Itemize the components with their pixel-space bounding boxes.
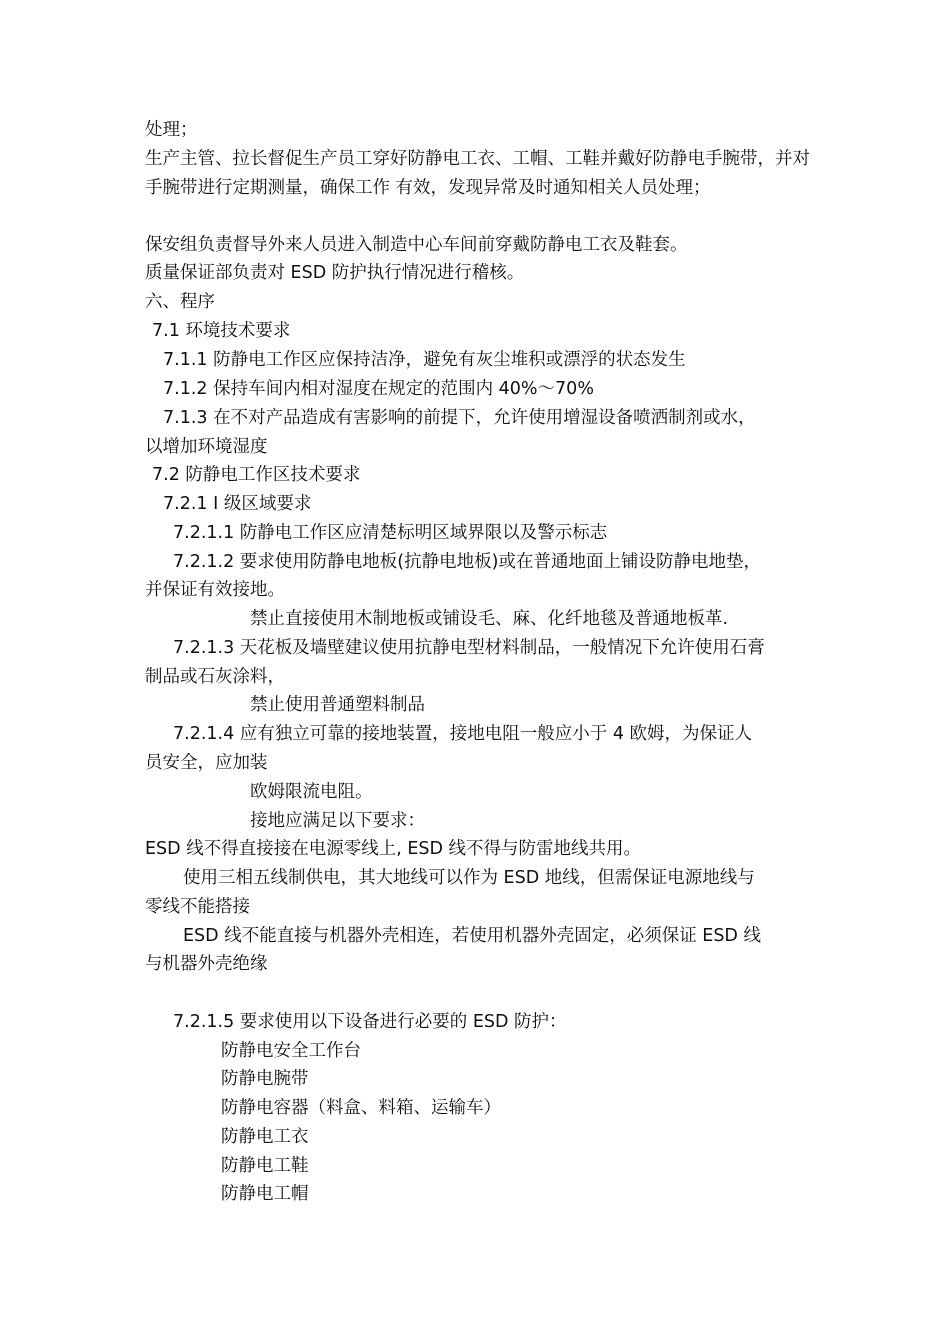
grounding-requirement-1: ESD 线不得直接接在电源零线上, ESD 线不得与防雷地线共用。: [145, 839, 642, 859]
section-heading-procedure: 六、程序: [145, 292, 215, 312]
clause-7-1-1: 7.1.1 防静电工作区应保持洁净，避免有灰尘堆积或漂浮的状态发生: [163, 350, 686, 370]
responsibility-tail: 处理；: [145, 120, 198, 140]
production-supervisor-paragraph: 生产主管、拉长督促生产员工穿好防静电工衣、工帽、工鞋并戴好防静电手腕带，并对手腕带进行定期测量，确保工作 有效，发现异常及时通知相关人员处理；: [145, 149, 810, 199]
quality-paragraph: 质量保证部负责对 ESD 防护执行情况进行稽核。: [145, 263, 525, 283]
equipment-item: 防静电工衣: [221, 1127, 309, 1147]
equipment-item: 防静电腕带: [221, 1069, 309, 1089]
clause-7-2-1-5: 7.2.1.5 要求使用以下设备进行必要的 ESD 防护：: [173, 1012, 567, 1032]
equipment-item: 防静电工鞋: [221, 1156, 309, 1176]
clause-7-2-1-4-line2: 员安全，应加装: [145, 753, 268, 773]
clause-7-2-1-4-line1: 7.2.1.4 应有独立可靠的接地装置，接地电阻一般应小于 4 欧姆，为保证人: [173, 724, 753, 744]
clause-7-2-1-3-line2: 制品或石灰涂料，: [145, 667, 285, 687]
grounding-requirement-2-line1: 使用三相五线制供电，其大地线可以作为 ESD 地线，但需保证电源地线与: [183, 868, 755, 888]
heading-7-1: 7.1 环境技术要求: [152, 321, 291, 341]
clause-7-2-1-2-line1: 7.2.1.2 要求使用防静电地板(抗静电地板)或在普通地面上铺设防静电地垫，: [173, 552, 761, 572]
grounding-requirements-heading: 接地应满足以下要求：: [250, 811, 425, 831]
clause-7-2-1-2-line2: 并保证有效接地。: [145, 580, 285, 600]
clause-7-2-1-3-line1: 7.2.1.3 天花板及墙壁建议使用抗静电型材料制品，一般情况下允许使用石膏: [173, 638, 765, 658]
grounding-requirement-2-line2: 零线不能搭接: [145, 897, 250, 917]
clause-7-1-3-line1: 7.1.3 在不对产品造成有害影响的前提下，允许使用增湿设备喷洒制剂或水，: [163, 408, 756, 428]
security-paragraph: 保安组负责督导外来人员进入制造中心车间前穿戴防静电工衣及鞋套。: [145, 235, 688, 255]
grounding-requirement-3-line2: 与机器外壳绝缘: [145, 954, 268, 974]
heading-7-2: 7.2 防静电工作区技术要求: [152, 465, 361, 485]
grounding-requirement-3-line1: ESD 线不能直接与机器外壳相连，若使用机器外壳固定，必须保证 ESD 线: [183, 926, 761, 946]
clause-7-2-1-2-note: 禁止直接使用木制地板或铺设毛、麻、化纤地毯及普通地板革.: [250, 609, 729, 629]
equipment-item: 防静电容器（料盒、料箱、运输车）: [221, 1098, 501, 1118]
clause-7-1-3-line2: 以增加环境湿度: [145, 437, 268, 457]
clause-7-1-2: 7.1.2 保持车间内相对湿度在规定的范围内 40%～70%: [163, 379, 594, 399]
heading-7-2-1: 7.2.1 I 级区域要求: [163, 494, 312, 514]
equipment-item: 防静电安全工作台: [221, 1041, 361, 1061]
clause-7-2-1-4-continuation: 欧姆限流电阻。: [250, 782, 373, 802]
clause-7-2-1-1: 7.2.1.1 防静电工作区应清楚标明区域界限以及警示标志: [173, 523, 608, 543]
clause-7-2-1-3-note: 禁止使用普通塑料制品: [250, 695, 425, 715]
equipment-item: 防静电工帽: [221, 1184, 309, 1204]
